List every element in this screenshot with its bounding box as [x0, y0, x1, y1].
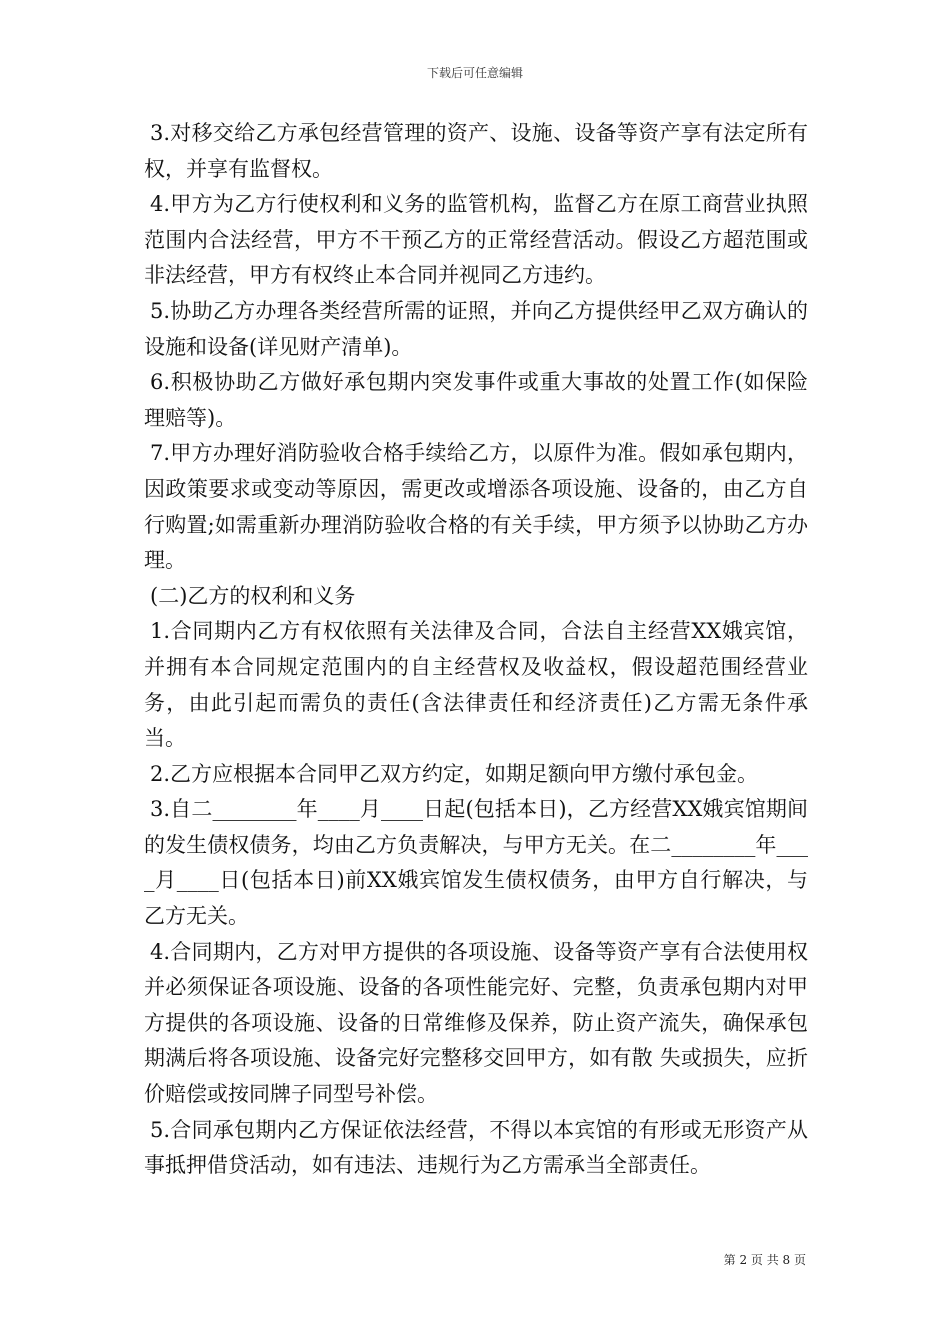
- paragraph: 2.乙方应根据本合同甲乙双方约定，如期足额向甲方缴付承包金。: [150, 761, 759, 786]
- page-number: 第 2 页 共 8 页: [723, 1253, 806, 1267]
- section-heading: (二)乙方的权利和义务: [150, 583, 356, 608]
- document-body: [144, 116, 808, 1184]
- paragraph: 6.积极协助乙方做好承包期内突发事件或重大事故的处置工作(如保险理赔等)。: [144, 370, 808, 430]
- paragraph: 7.甲方办理好消防验收合格手续给乙方，以原件为准。假如承包期内，因政策要求或变动等原因，需更改或增添各项设施、设备的，由乙方自行购置;如需重新办理消防验收合格的有关手续，甲方须予以协助乙方办理。: [144, 441, 808, 573]
- paragraph: 1.合同期内乙方有权依照有关法律及合同，合法自主经营XX娥宾馆，并拥有本合同规定范围内的自主经营权及收益权，假设超范围经营业务，由此引起而需负的责任(含法律责任和经济责任)乙方需无条件承当。: [144, 619, 808, 751]
- page-header-note: 下载后可任意编辑: [426, 66, 523, 80]
- paragraph: 4.甲方为乙方行使权利和义务的监管机构，监督乙方在原工商营业执照范围内合法经营，甲方不干预乙方的正常经营活动。假设乙方超范围或非法经营，甲方有权终止本合同并视同乙方违约。: [144, 192, 808, 288]
- paragraph: 5.合同承包期内乙方保证依法经营，不得以本宾馆的有形或无形资产从事抵押借贷活动，如有违法、违规行为乙方需承当全部责任。: [144, 1117, 808, 1178]
- paragraph: 5.协助乙方办理各类经营所需的证照，并向乙方提供经甲乙双方确认的设施和设备(详见财产清单)。: [144, 298, 808, 359]
- paragraph: 3.对移交给乙方承包经营管理的资产、设施、设备等资产享有法定所有权，并享有监督权。: [144, 121, 808, 181]
- paragraph: 3.自二________年____月____日起(包括本日)，乙方经营XX娥宾馆期间的发生债权债务，均由乙方负责解决，与甲方无关。在二________年____月____日(包括本日)前XX娥宾馆发生债权债务，由甲方自行解决，与乙方无关。: [144, 797, 808, 929]
- paragraph: 4.合同期内，乙方对甲方提供的各项设施、设备等资产享有合法使用权并必须保证各项设施、设备的各项性能完好、完整，负责承包期内对甲方提供的各项设施、设备的日常维修及保养，防止资产流失，确保承包期满后将各项设施、设备完好完整移交回甲方，如有散 失或损失，应折价赔偿或按同牌子同型号补偿。: [144, 939, 808, 1107]
